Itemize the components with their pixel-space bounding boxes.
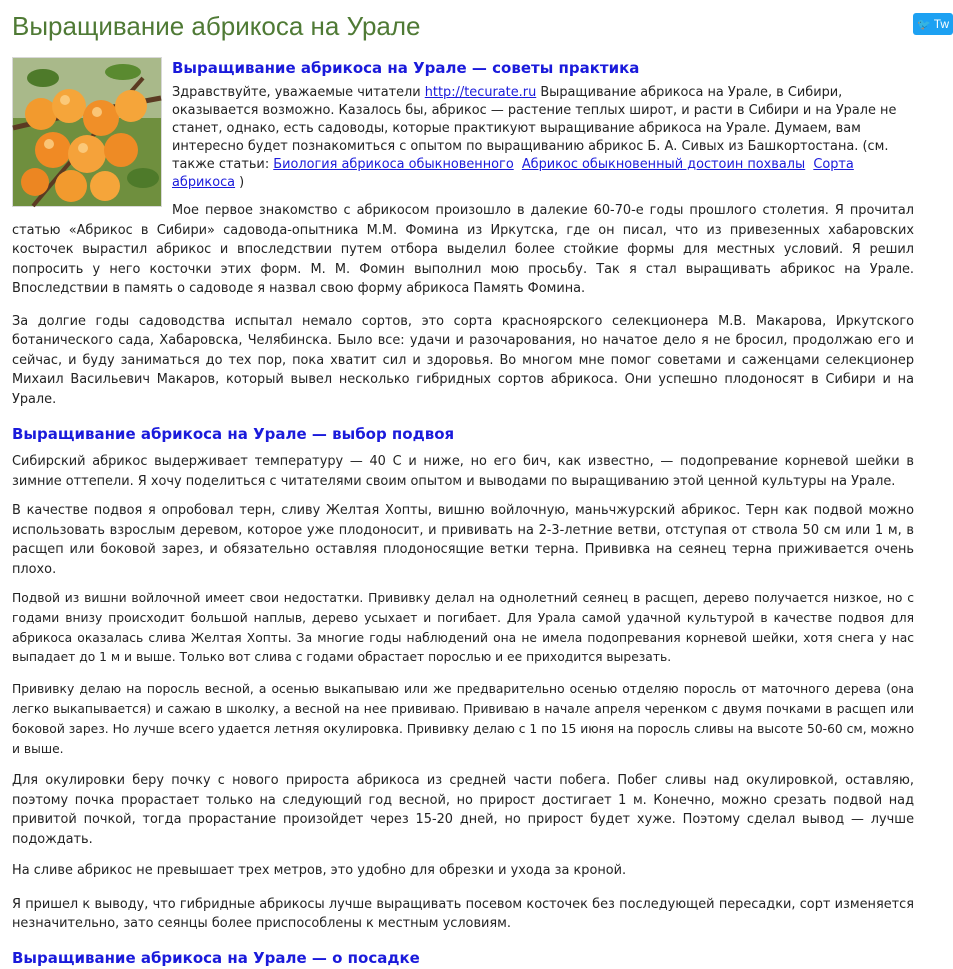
twitter-share-button[interactable]: [913, 13, 953, 35]
link-apricot-biology[interactable]: Биология абрикоса обыкновенного: [273, 157, 514, 172]
siberian-apricot-paragraph: Сибирский абрикос выдерживает температуру — 40 С и ниже, но его бич, как известно, — подопревание корневой шейки в зимние оттепели. Я хочу поделиться с читателями своим опытом и выводами по выращиванию этой ценной культуры на Урале.: [12, 454, 914, 489]
spring-grafting-paragraph: Прививку делаю на поросль весной, а осенью выкапываю или же предварительно осенью отделяю поросль от маточного дерева (она легко выкапывается) и сажаю в школку, а весной на нее прививаю. Прививаю в начале апреля черенком с двумя почками в расщеп или боковой зарез. Но лучше всего удается летняя окулировка. Прививку делаю с 1 по 15 июня на поросль сливы на высоте 50-60 см, можно и выше.: [12, 682, 914, 756]
site-link[interactable]: http://tecurate.ru: [424, 85, 537, 100]
section-heading-tips: Выращивание абрикоса на Урале — советы практика: [172, 59, 640, 77]
intro-text: Выращивание абрикоса на Урале, в Сибири, оказывается возможно. Казалось бы, абрикос — растение теплых широт, и расти в Сибири и на Урале не станет, однако, есть садоводы, которые практикуют выращивание абрикоса на Урале. Думаем, вам интересно будет познакомиться с опытом по выращиванию абрикос Б. А. Сивых из Башкортостана. (см. также статьи:: [172, 85, 897, 172]
long-years-paragraph: За долгие годы садоводства испытал немало сортов, это сорта красноярского селекционера М.В. Макарова, Иркутского ботанического сада, Хабаровска, Челябинска. Было все: удачи и разочарования, но начатое дело я не бросил, продолжаю его и сейчас, и буду заниматься до тех пор, пока хватит сил и здоровья. Во многом мне помог советами и саженцами селекционер Михаил Васильевич Макаров, который вывел несколько гибридных сортов абрикоса. Они успешно плодоносят в Сибири и на Урале.: [12, 313, 914, 407]
rootstock-trials-paragraph: В качестве подвоя я опробовал терн, сливу Желтая Хопты, вишню войлочную, маньчжурский абрикос. Терн как подвой можно использовать взрослым деревом, которое уже плодоносит, и прививать на 2-3-летние ветви, отступая от ствола 50 см или 1 м, в расщеп или боковой зарез, и обязательно оставляя плодоносящие ветки терна. Прививка на сеянец терна приживается очень плохо.: [12, 503, 914, 577]
budding-paragraph: Для окулировки беру почку с нового прироста абрикоса из средней части побега. Побег сливы над окулировкой, оставляю, поэтому почка прорастает только на следующий год весной, но прирост достигает 1 м. Конечно, можно срезать подвой над привитой почкой, тогда прорастание произойдет через 15-20 дней, но прирост будет хуже. Поэтому сделал вывод — лучше подождать.: [12, 773, 914, 847]
link-apricot-praise[interactable]: Абрикос обыкновенный достоин похвалы: [521, 157, 806, 172]
conclusion-paragraph: Я пришел к выводу, что гибридные абрикосы лучше выращивать посевом косточек без последующей пересадки, сорт изменяется незначительно, зато сеянцы более приспособлены к местным условиям.: [12, 896, 914, 932]
page-title: Выращивание абрикоса на Урале: [12, 11, 421, 41]
first-acquaintance-paragraph: Мое первое знакомство с абрикосом произошло в далекие 60-70-е годы прошлого столетия. Я прочитал статью «Абрикос в Сибири» садовода-опытника М.М. Фомина из Иркутска, где он писал, что из привезенных хабаровских косточек вырастил абрикос и впоследствии путем отбора выделил более стойкие формы для местных условий. Я решил попросить у него косточки этих форм. М. М. Фомин выполнил мою просьбу. Так я стал выращивать абрикос на Урале. Впоследствии в память о садоводе я назвал свою форму абрикоса Память Фомина.: [12, 203, 914, 296]
greeting-text: Здравствуйте, уважаемые читатели: [172, 85, 425, 100]
tree-height-paragraph: На сливе абрикос не превышает трех метров, это удобно для обрезки и ухода за кроной.: [12, 863, 627, 879]
section-heading-rootstock: Выращивание абрикоса на Урале — выбор подвоя: [12, 425, 455, 443]
link-apricot-varieties[interactable]: Сорта абрикоса: [172, 157, 854, 190]
felt-cherry-paragraph: Подвой из вишни войлочной имеет свои недостатки. Прививку делал на однолетний сеянец в расщеп, дерево получается низкое, но с годами внизу происходит большой наплыв, дерево усыхает и погибает. Для Урала самой удачной культурой в качестве подвоя для абрикоса оказалась слива Желтая Хопты. За многие годы наблюдений она не имела подопревания корневой шейки, хотя снега у нас выпадает до 1 м и выше. Только вот слива с годами обрастает порослью и ее приходится вырезать.: [12, 591, 914, 665]
section-heading-planting: Выращивание абрикоса на Урале — о посадке: [12, 948, 420, 967]
share-label: Tw: [933, 17, 950, 31]
twitter-bird-icon: 🐦: [917, 19, 931, 31]
article-body: [12, 55, 914, 969]
intro-close: ): [239, 175, 245, 190]
